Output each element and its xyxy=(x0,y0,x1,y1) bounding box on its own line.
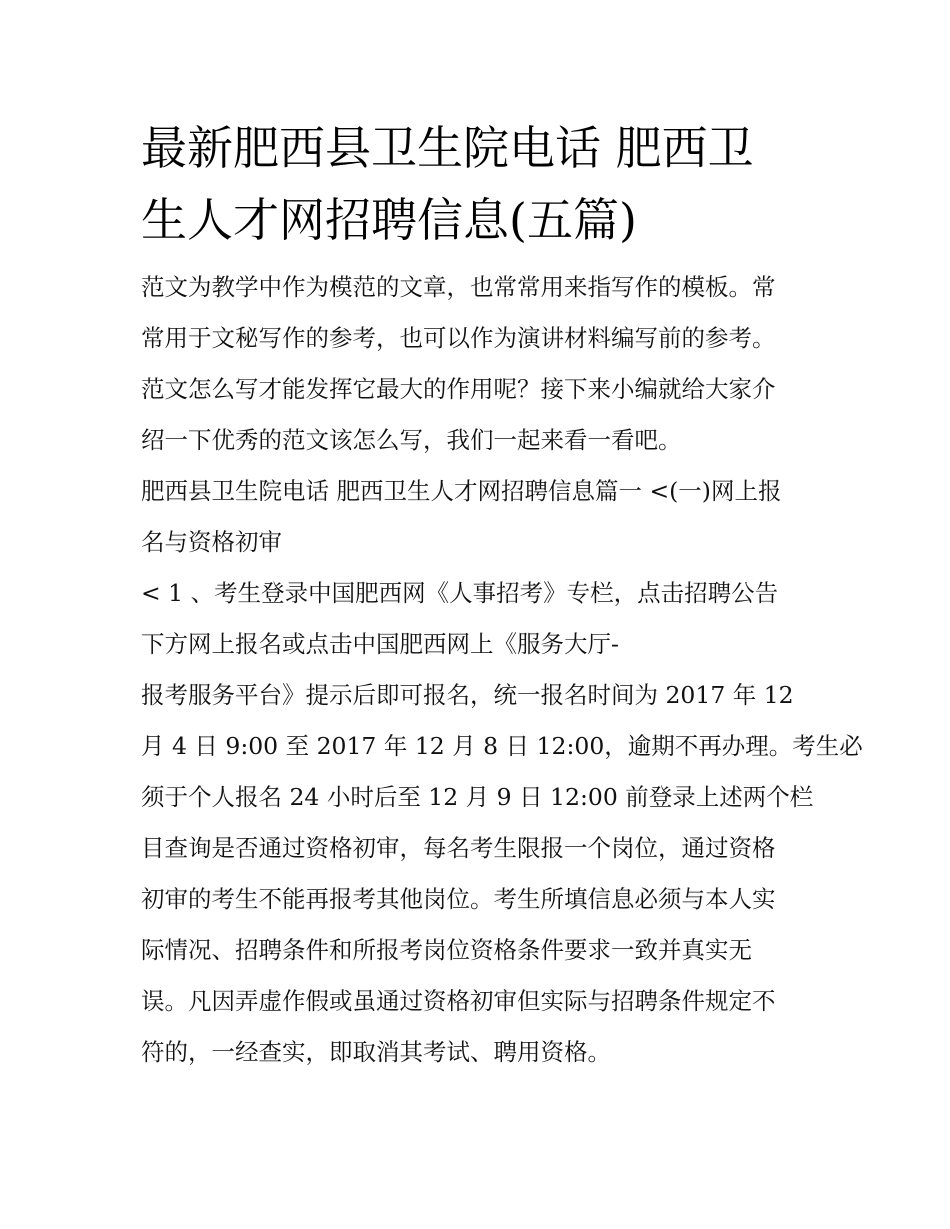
body-line: 初审的考生不能再报考其他岗位。考生所填信息必须与本人实 xyxy=(141,885,776,913)
intro-line: 范文为教学中作为模范的文章，也常常用来指写作的模板。常 xyxy=(141,273,776,301)
intro-line: 常用于文秘写作的参考，也可以作为演讲材料编写前的参考。 xyxy=(141,324,776,352)
intro-line: 绍一下优秀的范文该怎么写，我们一起来看一看吧。 xyxy=(141,426,682,454)
body-line: 下方网上报名或点击中国肥西网上《服务大厅- xyxy=(141,630,619,658)
body-line: 目查询是否通过资格初审，每名考生限报一个岗位，通过资格 xyxy=(141,834,776,862)
body-line: 误。凡因弄虚作假或虽通过资格初审但实际与招聘条件规定不 xyxy=(141,987,776,1015)
body-line: 报考服务平台》提示后即可报名，统一报名时间为 2017 年 12 xyxy=(141,681,794,709)
title-line: 生人才网招聘信息(五篇) xyxy=(141,193,637,247)
body-line: 须于个人报名 24 小时后至 12 月 9 日 12:00 前登录上述两个栏 xyxy=(141,783,814,811)
document-title xyxy=(141,112,821,256)
section-heading xyxy=(141,466,821,568)
body-line: < 1 、考生登录中国肥西网《人事招考》专栏，点击招聘公告 xyxy=(141,579,779,607)
intro-paragraph xyxy=(141,262,821,466)
section-heading-line: 肥西县卫生院电话 肥西卫生人才网招聘信息篇一 <(一)网上报 xyxy=(141,477,782,505)
section-heading-line: 名与资格初审 xyxy=(141,528,282,556)
document-content xyxy=(141,112,863,1078)
body-line: 际情况、招聘条件和所报考岗位资格条件要求一致并真实无 xyxy=(141,936,752,964)
body-line: 符的，一经查实，即取消其考试、聘用资格。 xyxy=(141,1038,611,1066)
body-paragraph xyxy=(141,568,863,1078)
title-line: 最新肥西县卫生院电话 肥西卫 xyxy=(141,121,754,175)
intro-line: 范文怎么写才能发挥它最大的作用呢？接下来小编就给大家介 xyxy=(141,375,776,403)
body-line: 月 4 日 9:00 至 2017 年 12 月 8 日 12:00，逾期不再办理。考生必 xyxy=(141,732,863,760)
